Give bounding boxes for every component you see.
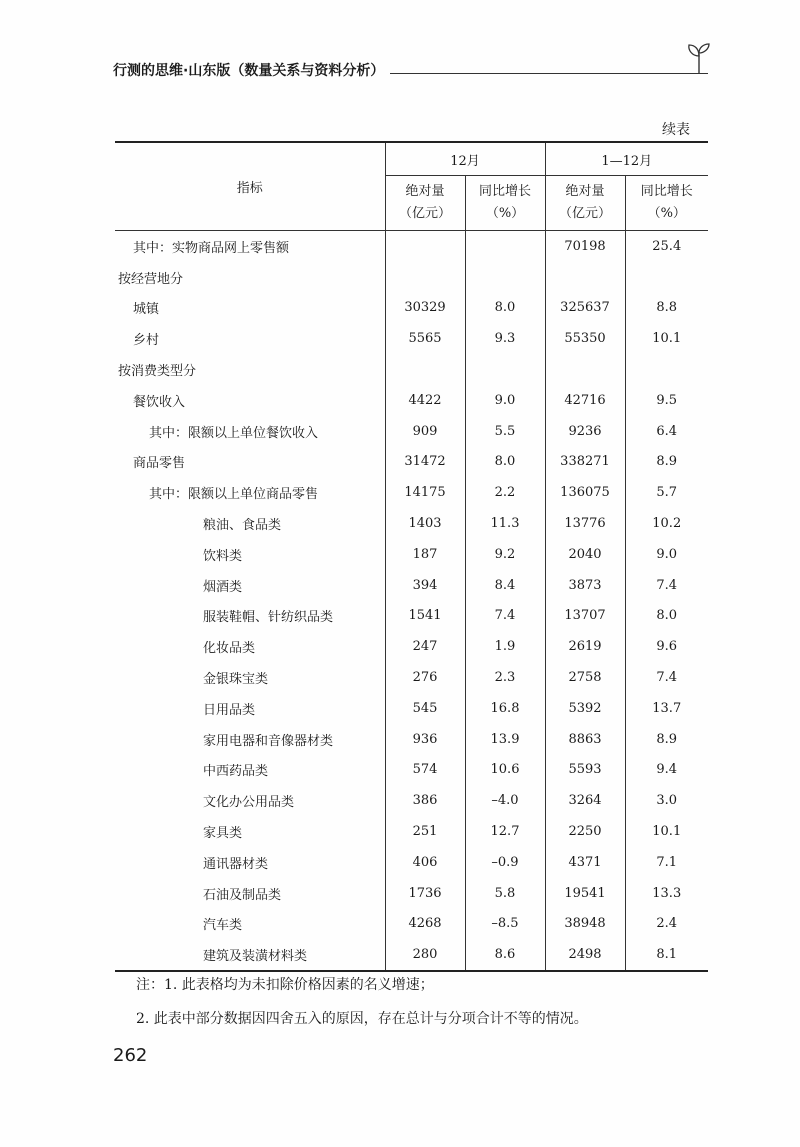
dec-abs-cell: 1403 (385, 508, 465, 539)
note-1: 注：1. 此表格均为未扣除价格因素的名义增速； (136, 977, 434, 993)
table-row (115, 539, 708, 570)
ytd-growth-cell: 8.1 (625, 939, 708, 971)
dec-growth-cell: –0.9 (465, 847, 545, 878)
row-label: 建筑及装潢材料类 (203, 949, 308, 965)
row-label: 烟酒类 (203, 579, 243, 595)
period-header-dec: 12月 (385, 142, 545, 176)
ytd-growth-cell: 10.1 (625, 816, 708, 847)
table-row (115, 785, 708, 816)
ytd-abs-cell: 70198 (545, 231, 625, 262)
dec-abs-cell (385, 354, 465, 385)
table-row (115, 385, 708, 416)
note-2: 2. 此表中部分数据因四舍五入的原因，存在总计与分项合计不等的情况。 (136, 1011, 588, 1027)
row-label: 按经营地分 (118, 271, 184, 287)
dec-abs-cell (385, 231, 465, 262)
row-label: 家用电器和音像器材类 (203, 733, 334, 749)
dec-abs-cell: 386 (385, 785, 465, 816)
ytd-growth-cell: 9.0 (625, 539, 708, 570)
row-label: 城镇 (133, 302, 160, 318)
table-row (115, 293, 708, 324)
ytd-abs-cell: 13707 (545, 601, 625, 632)
ytd-growth-cell: 5.7 (625, 477, 708, 508)
row-label: 饮料类 (203, 548, 243, 564)
dec-growth-cell (465, 262, 545, 293)
ytd-abs-cell: 5593 (545, 755, 625, 786)
row-label: 其中：限额以上单位餐饮收入 (149, 425, 319, 441)
ytd-growth-cell: 3.0 (625, 785, 708, 816)
dec-abs-cell: 14175 (385, 477, 465, 508)
dec-growth-cell: 9.0 (465, 385, 545, 416)
ytd-abs-cell (545, 354, 625, 385)
dec-growth-cell: 2.2 (465, 477, 545, 508)
ytd-abs-cell: 9236 (545, 416, 625, 447)
table-row (115, 939, 708, 971)
dec-growth-cell: 5.8 (465, 878, 545, 909)
dec-abs-cell: 5565 (385, 323, 465, 354)
ytd-abs-cell: 338271 (545, 447, 625, 478)
table-row (115, 323, 708, 354)
page-number: 262 (113, 1045, 148, 1066)
ytd-growth-cell: 8.9 (625, 447, 708, 478)
dec-growth-cell: 16.8 (465, 693, 545, 724)
row-label: 粮油、食品类 (203, 518, 282, 534)
indicator-header: 指标 (115, 142, 385, 231)
table-row (115, 231, 708, 262)
dec-abs-cell: 394 (385, 570, 465, 601)
table-row (115, 508, 708, 539)
row-label: 其中：实物商品网上零售额 (133, 240, 290, 256)
dec-growth-cell (465, 354, 545, 385)
dec-growth-cell (465, 231, 545, 262)
dec-abs-cell: 545 (385, 693, 465, 724)
table-row (115, 693, 708, 724)
ytd-growth-cell: 2.4 (625, 909, 708, 940)
table-row (115, 262, 708, 293)
ytd-abs-cell: 38948 (545, 909, 625, 940)
dec-growth-cell: 2.3 (465, 662, 545, 693)
ytd-abs-cell: 42716 (545, 385, 625, 416)
ytd-abs-cell: 2758 (545, 662, 625, 693)
row-label: 化妆品类 (203, 641, 256, 657)
dec-abs-cell: 1736 (385, 878, 465, 909)
dec-growth-cell: 10.6 (465, 755, 545, 786)
ytd-abs-cell: 2619 (545, 631, 625, 662)
dec-abs-cell: 4268 (385, 909, 465, 940)
table-row (115, 601, 708, 632)
dec-growth-cell: 1.9 (465, 631, 545, 662)
table-row (115, 354, 708, 385)
ytd-abs-cell: 4371 (545, 847, 625, 878)
ytd-growth-cell: 10.1 (625, 323, 708, 354)
ytd-growth-cell: 25.4 (625, 231, 708, 262)
ytd-abs-cell: 19541 (545, 878, 625, 909)
period-header-ytd: 1—12月 (545, 142, 708, 176)
row-label: 餐饮收入 (133, 394, 186, 410)
ytd-growth-cell: 13.3 (625, 878, 708, 909)
ytd-abs-cell: 3264 (545, 785, 625, 816)
retail-sales-table (115, 141, 708, 972)
row-label: 商品零售 (133, 456, 186, 472)
dec-abs-cell: 1541 (385, 601, 465, 632)
ytd-abs-cell: 5392 (545, 693, 625, 724)
dec-growth-cell: 9.2 (465, 539, 545, 570)
dec-abs-cell: 936 (385, 724, 465, 755)
ytd-growth-cell: 8.8 (625, 293, 708, 324)
ytd-growth-cell: 9.5 (625, 385, 708, 416)
table-body (115, 231, 708, 972)
dec-abs-cell: 247 (385, 631, 465, 662)
dec-abs-cell: 30329 (385, 293, 465, 324)
dec-growth-cell: 7.4 (465, 601, 545, 632)
dec-abs-cell: 406 (385, 847, 465, 878)
table-row (115, 631, 708, 662)
table-row (115, 447, 708, 478)
ytd-growth-cell: 7.4 (625, 662, 708, 693)
table-notes (136, 968, 588, 1036)
header-rule (390, 73, 708, 74)
table-row (115, 816, 708, 847)
table-row (115, 878, 708, 909)
ytd-growth-cell: 8.9 (625, 724, 708, 755)
ytd-abs-cell: 3873 (545, 570, 625, 601)
table-row (115, 909, 708, 940)
dec-growth-cell: 13.9 (465, 724, 545, 755)
ytd-abs-cell: 136075 (545, 477, 625, 508)
dec-abs-cell: 574 (385, 755, 465, 786)
ytd-growth-cell: 7.4 (625, 570, 708, 601)
subheader-ytd-growth: 同比增长 （%） (625, 176, 708, 231)
ytd-abs-cell: 325637 (545, 293, 625, 324)
row-label: 按消费类型分 (118, 364, 197, 380)
ytd-growth-cell: 7.1 (625, 847, 708, 878)
ytd-growth-cell: 9.6 (625, 631, 708, 662)
table-row (115, 416, 708, 447)
running-header (113, 58, 708, 82)
dec-growth-cell: 11.3 (465, 508, 545, 539)
dec-growth-cell: –4.0 (465, 785, 545, 816)
ytd-growth-cell: 9.4 (625, 755, 708, 786)
dec-growth-cell: –8.5 (465, 909, 545, 940)
continued-label: 续表 (662, 122, 690, 138)
sprout-icon (686, 40, 712, 76)
ytd-growth-cell (625, 262, 708, 293)
dec-abs-cell (385, 262, 465, 293)
ytd-growth-cell (625, 354, 708, 385)
dec-growth-cell: 9.3 (465, 323, 545, 354)
row-label: 文化办公用品类 (203, 795, 295, 811)
ytd-abs-cell: 8863 (545, 724, 625, 755)
dec-abs-cell: 31472 (385, 447, 465, 478)
table-row (115, 570, 708, 601)
dec-abs-cell: 280 (385, 939, 465, 971)
ytd-abs-cell: 13776 (545, 508, 625, 539)
row-label: 石油及制品类 (203, 887, 282, 903)
dec-abs-cell: 251 (385, 816, 465, 847)
ytd-growth-cell: 8.0 (625, 601, 708, 632)
ytd-growth-cell: 6.4 (625, 416, 708, 447)
dec-growth-cell: 8.6 (465, 939, 545, 971)
ytd-abs-cell: 2498 (545, 939, 625, 971)
ytd-abs-cell: 2040 (545, 539, 625, 570)
dec-abs-cell: 4422 (385, 385, 465, 416)
dec-abs-cell: 909 (385, 416, 465, 447)
subheader-dec-abs: 绝对量 （亿元） (385, 176, 465, 231)
row-label: 乡村 (133, 333, 160, 349)
row-label: 汽车类 (203, 918, 243, 934)
subheader-dec-growth: 同比增长 （%） (465, 176, 545, 231)
ytd-abs-cell (545, 262, 625, 293)
dec-growth-cell: 12.7 (465, 816, 545, 847)
ytd-abs-cell: 55350 (545, 323, 625, 354)
header-title: 行测的思维·山东版（数量关系与资料分析） (113, 63, 385, 79)
dec-growth-cell: 8.0 (465, 447, 545, 478)
row-label: 中西药品类 (203, 764, 269, 780)
row-label: 通讯器材类 (203, 856, 269, 872)
ytd-abs-cell: 2250 (545, 816, 625, 847)
table-row (115, 662, 708, 693)
table-row (115, 847, 708, 878)
table-row (115, 724, 708, 755)
subheader-ytd-abs: 绝对量 （亿元） (545, 176, 625, 231)
row-label: 其中：限额以上单位商品零售 (149, 487, 319, 503)
dec-growth-cell: 8.0 (465, 293, 545, 324)
row-label: 服装鞋帽、针纺织品类 (203, 610, 334, 626)
row-label: 日用品类 (203, 702, 256, 718)
ytd-growth-cell: 13.7 (625, 693, 708, 724)
table-row (115, 477, 708, 508)
ytd-growth-cell: 10.2 (625, 508, 708, 539)
dec-growth-cell: 5.5 (465, 416, 545, 447)
row-label: 金银珠宝类 (203, 672, 269, 688)
dec-abs-cell: 187 (385, 539, 465, 570)
dec-abs-cell: 276 (385, 662, 465, 693)
table-row (115, 755, 708, 786)
dec-growth-cell: 8.4 (465, 570, 545, 601)
row-label: 家具类 (203, 826, 243, 842)
